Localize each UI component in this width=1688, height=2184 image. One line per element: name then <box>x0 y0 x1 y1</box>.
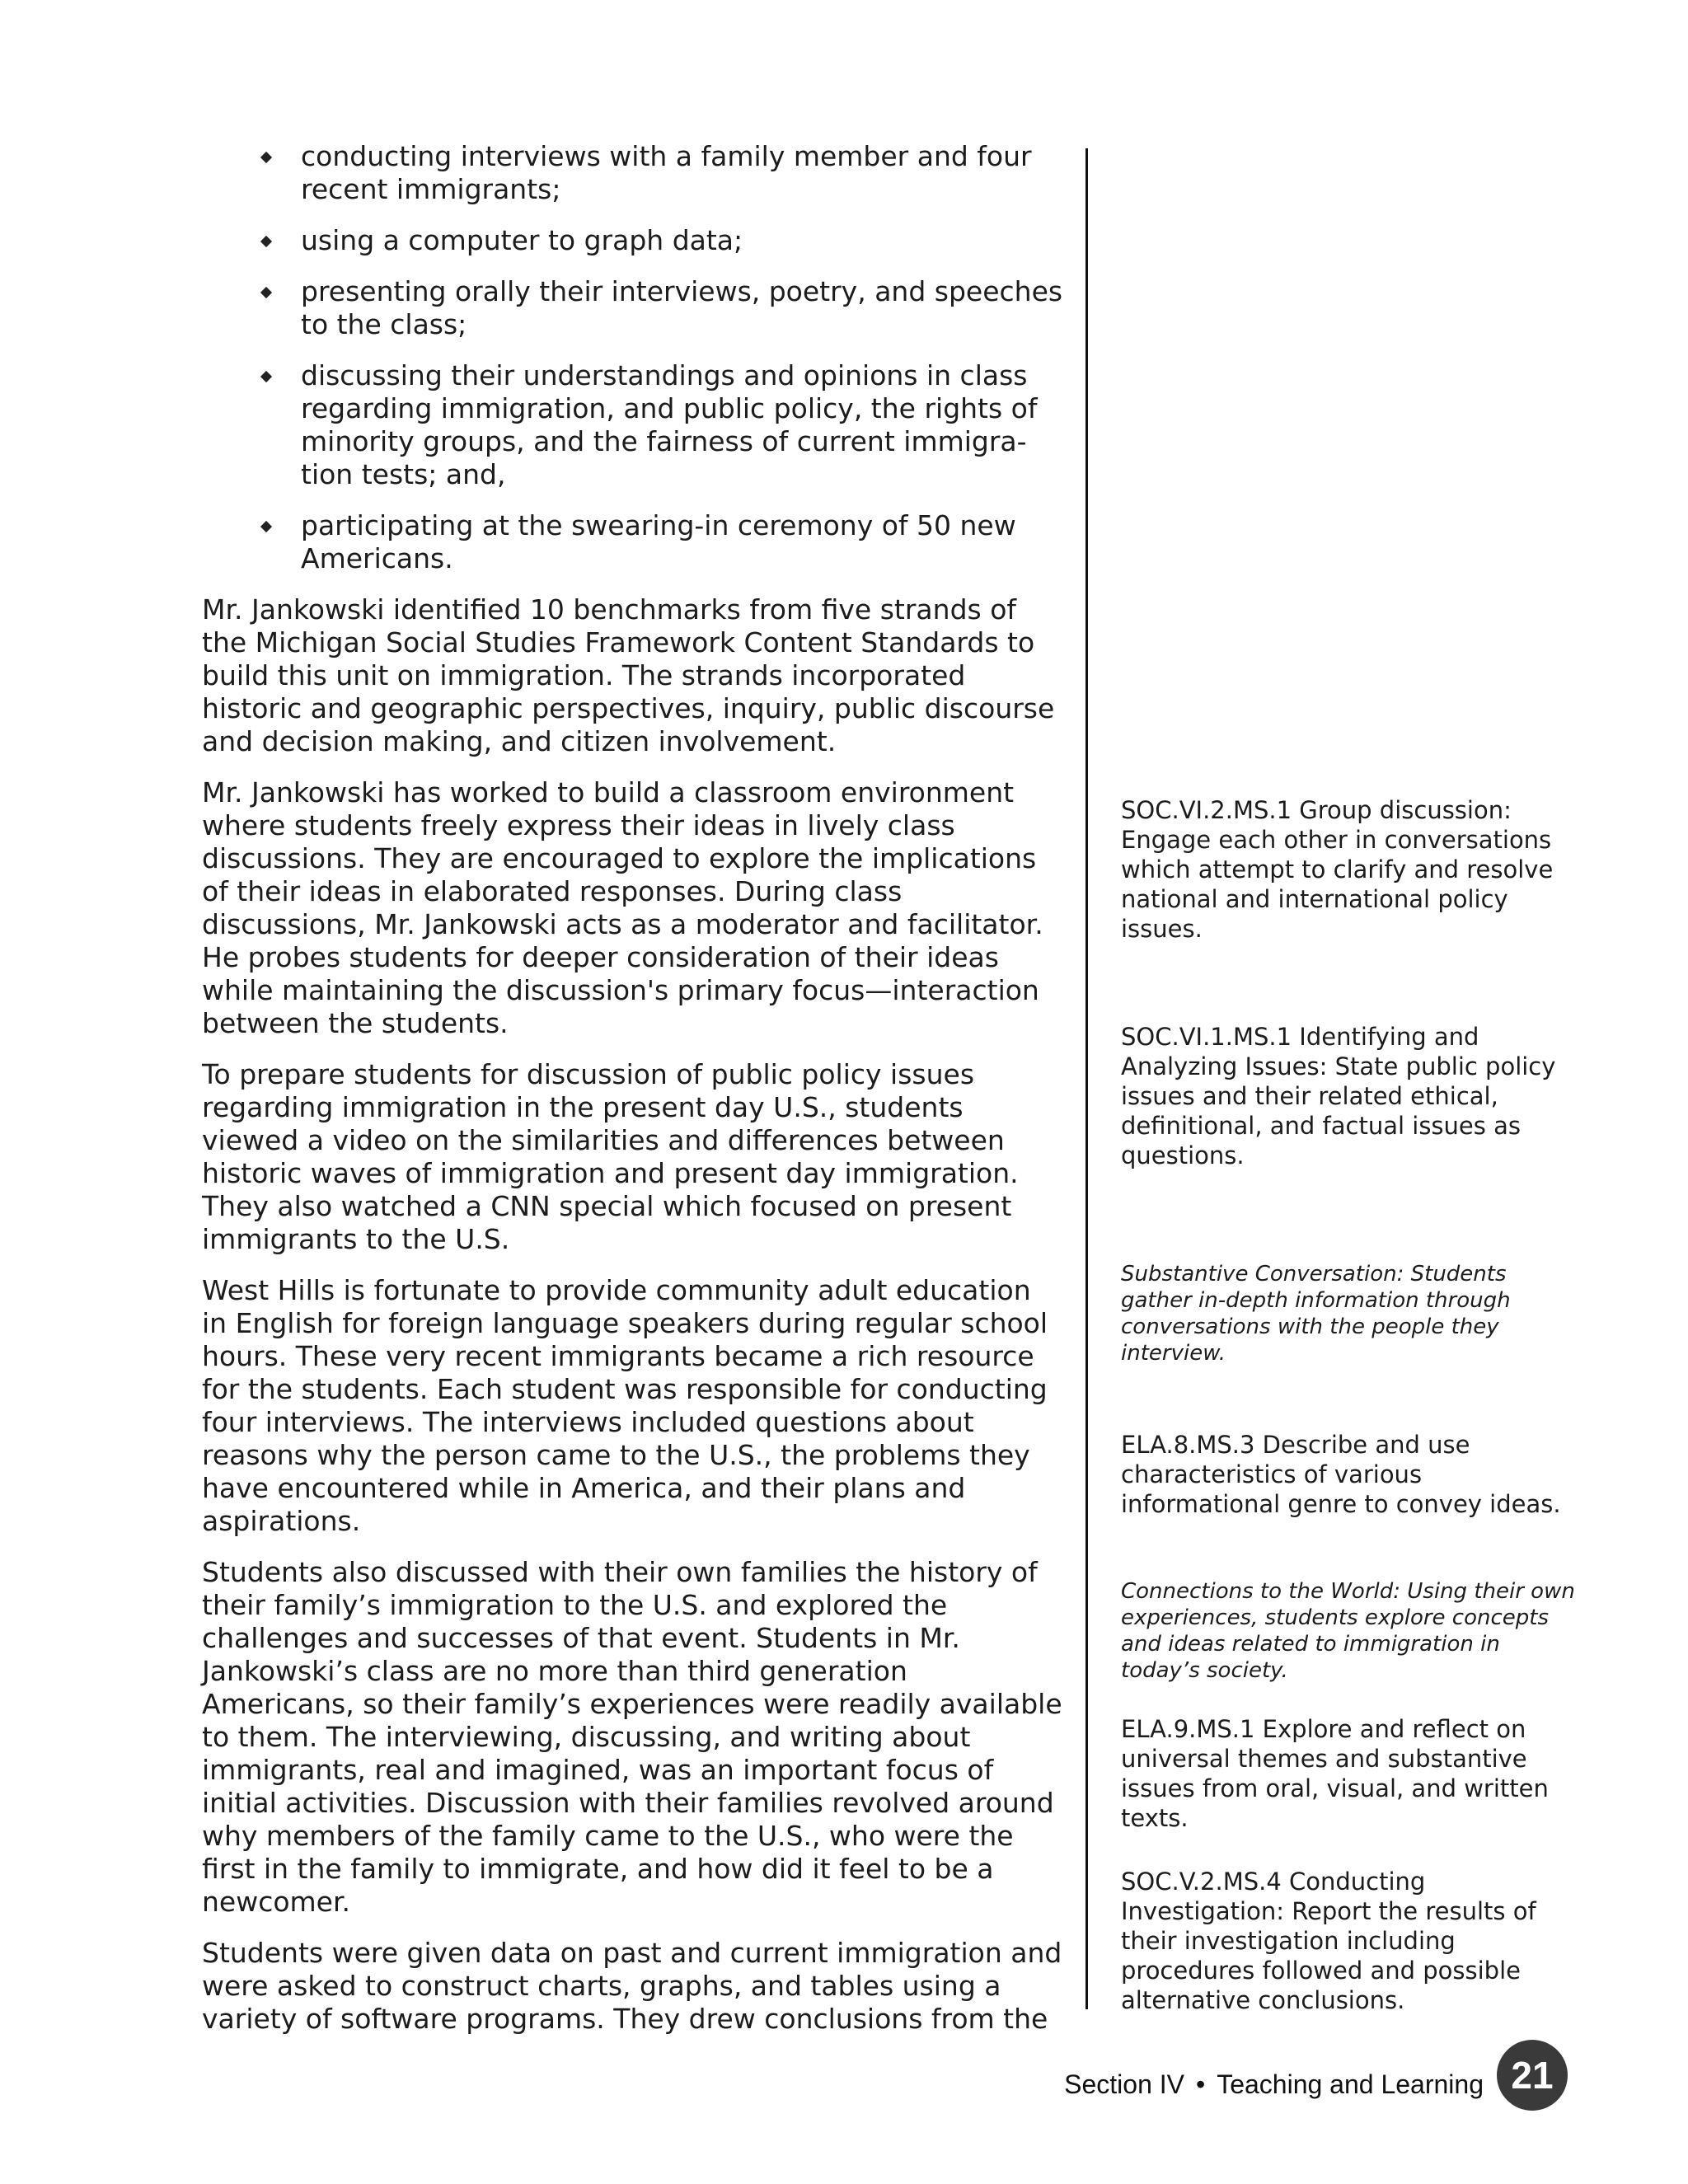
list-item <box>301 275 1063 341</box>
footer-title: Teaching and Learning <box>1217 2069 1484 2099</box>
list-item <box>301 509 1063 575</box>
margin-quote-substantive-conversation: Substantive Conversation: Students gather in-depth information through conversations with the people they interview. <box>1121 1262 1511 1366</box>
diamond-bullet-icon <box>260 521 272 532</box>
margin-quote-connections: Connections to the World: Using their own experiences, students explore concepts and ideas related to immigration in today’s society. <box>1121 1579 1575 1683</box>
footer-separator: • <box>1195 2069 1206 2099</box>
diamond-bullet-icon <box>260 371 272 382</box>
diamond-bullet-icon <box>260 152 272 163</box>
diamond-bullet-icon <box>260 236 272 247</box>
running-footer <box>1055 2068 1484 2101</box>
page-number-badge: 21 <box>1497 2040 1568 2111</box>
list-item <box>301 140 1063 206</box>
standard-note-soc-v-2: SOC.V.2.MS.4 Conducting Investigation: Report the results of their investigation including procedures followed and possible alternative conclusions. <box>1121 1868 1536 2014</box>
diamond-bullet-icon <box>260 287 272 298</box>
list-item <box>301 224 1063 257</box>
column-divider <box>1085 148 1088 2009</box>
activity-bullet-list <box>202 140 1063 575</box>
paragraph-family-history: Students also discussed with their own families the history of their family’s immigration to the U.S. and explored the challenges and successes of that event. Students in Mr. Jankowski’s class are no more than third generation Americans, so their family’s experiences were readily available to them. The interviewing, discussing, and writing about immigrants, real and imagined, was an important focus of initial activities. Discussion with their families revolved around why members of the family came to the U.S., who were the first in the family to immigrate, and how did it feel to be a newcomer. <box>202 1556 1062 1918</box>
standard-note-soc-vi-1: SOC.VI.1.MS.1 Identifying and Analyzing Issues: State public policy issues and their related ethical, definitional, and factual issues as questions. <box>1121 1023 1556 1169</box>
standard-note-ela-8: ELA.8.MS.3 Describe and use characteristics of various informational genre to convey ideas. <box>1121 1431 1561 1518</box>
standard-note-soc-vi-2: SOC.VI.2.MS.1 Group discussion: Engage each other in conversations which attempt to clarify and resolve national and international policy issues. <box>1121 796 1554 943</box>
footer-section: Section IV <box>1064 2069 1184 2099</box>
bullet-text: using a computer to graph data; <box>301 224 743 256</box>
paragraph-data-graphing: Students were given data on past and current immigration and were asked to construct charts, graphs, and tables using a variety of software programs. They drew conclusions from the <box>202 1937 1062 2035</box>
paragraph-benchmarks: Mr. Jankowski identified 10 benchmarks from five strands of the Michigan Social Studies Framework Content Standards to build this unit on immigration. The strands incorporated historic and geographic perspectives, inquiry, public discourse and decision making, and citizen involvement. <box>202 593 1055 757</box>
paragraph-public-policy: To prepare students for discussion of public policy issues regarding immigration in the present day U.S., students viewed a video on the similarities and differences between historic waves of immigration and present day immigration. They also watched a CNN special which focused on present immigrants to the U.S. <box>202 1058 1019 1255</box>
bullet-text: conducting interviews with a family member and four recent immigrants; <box>301 140 1032 205</box>
standard-note-ela-9: ELA.9.MS.1 Explore and reflect on universal themes and substantive issues from oral, visual, and written texts. <box>1121 1715 1549 1832</box>
main-column <box>202 140 1063 2054</box>
paragraph-classroom-environment: Mr. Jankowski has worked to build a classroom environment where students freely express their ideas in lively class discussions. They are encouraged to explore the implications of their ideas in elaborated responses. During class discussions, Mr. Jankowski acts as a moderator and facilitator. He probes students for deeper consideration of their ideas while maintaining the discussion's primary focus—interaction between the students. <box>202 776 1043 1039</box>
bullet-text: participating at the swearing-in ceremony of 50 new Americans. <box>301 509 1016 574</box>
paragraph-adult-education: West Hills is fortunate to provide community adult education in English for foreign language speakers during regular school hours. These very recent immigrants became a rich resource for the students. Each student was responsible for conducting four interviews. The interviews included questions about reasons why the person came to the U.S., the problems they have encountered while in America, and their plans and aspirations. <box>202 1274 1048 1537</box>
bullet-text: discussing their understandings and opinions in class regarding immigration, and public policy, the rights of minority groups, and the fairness of current immigra-tion tests; and, <box>301 359 1038 490</box>
bullet-text: presenting orally their interviews, poetry, and speeches to the class; <box>301 275 1063 340</box>
list-item <box>301 359 1063 491</box>
